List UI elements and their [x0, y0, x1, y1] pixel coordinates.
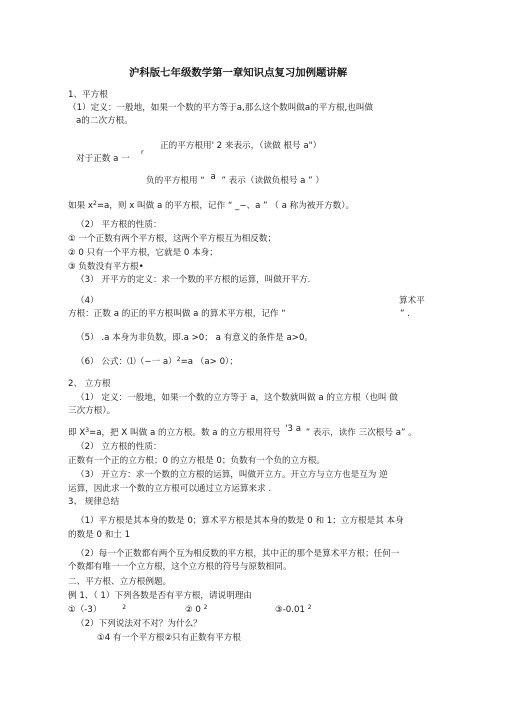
example-line: 例 1、（ 1）下列各数是否有平方根，请说明理由: [68, 591, 252, 601]
superscript: 2: [122, 604, 127, 611]
text-run: （6） 公式：⑴（−一 a）: [76, 357, 177, 367]
superscript: 2: [203, 604, 208, 611]
property-text: 正数有一个正的立方根；0 的立方根是 0；负数有一个负的立方根。: [68, 456, 326, 466]
definition-line: a的二次方根。: [76, 116, 133, 126]
superscript: 2: [93, 200, 97, 207]
text-run: =a，则 x 叫做 a 的平方根，记作 “ _−、a ” （ a 称为被开方数）。: [96, 201, 355, 211]
text-run: ” 表示，读作 三次根号 a” 。: [305, 428, 417, 438]
definition-line: （3） 开平方的定义：求一个数的平方根的运算，叫做开平方.: [76, 275, 311, 285]
item-text: 算术平: [399, 296, 425, 306]
example-question: （2）下列说法对不对？为什么？: [76, 619, 202, 629]
example-statements: ①4 有一个平方根②只有正数有平方根: [97, 633, 241, 643]
negative-root-text: 负的平方根用 “: [146, 176, 205, 186]
summary-line: （2）每一个正数都有两个互为相反数的平方根，其中正的那个是算术平方根；任何一: [76, 549, 400, 559]
section-heading-cube-root: 2、 立方根: [68, 379, 111, 389]
summary-line: 个数都有唯一一个立方根，这个立方根的符号与原数相同。: [68, 562, 292, 572]
superscript: 2: [307, 604, 312, 611]
text-run: ③-0.01: [275, 605, 305, 615]
negative-root-line: [146, 172, 324, 187]
cube-root-symbol: '3 a: [285, 424, 301, 434]
positive-root-line: 正的平方根用' 2 来表示，（读做 根号 a"）: [160, 141, 322, 151]
stray-mark: r: [141, 148, 144, 156]
radicand-symbol: a: [210, 172, 216, 182]
page-title: 沪科版七年级数学第一章知识点复习加例题讲解: [129, 67, 348, 79]
superscript: 2: [176, 356, 181, 363]
list-item: ③ 负数没有平方根•: [68, 262, 144, 272]
definition-line: 三次方根）。: [68, 406, 116, 416]
text-run: ①（-3）: [68, 605, 102, 615]
example-option-a: [68, 605, 126, 616]
definition-line: （1） 定义：一般地，如果一个数的立方等于 a，这个数就叫做 a 的立方根（也叫 做: [76, 393, 398, 403]
example-option-b: [185, 605, 207, 616]
list-item: ② 0 只有一个平方根，它就是 0 本身；: [68, 248, 218, 258]
section-heading-examples: 二、平方根、立方根例题。: [68, 577, 172, 587]
formula-line: [76, 357, 238, 368]
superscript: 3: [85, 427, 90, 434]
notation-line: [68, 424, 417, 439]
for-positive-line: 对于正数 a 一: [76, 154, 130, 164]
summary-line: 的数是 0 和土 1: [68, 530, 131, 540]
list-item: ① 一个正数有两个平方根，这两个平方根互为相反数；: [68, 234, 277, 244]
property-heading: （2） 立方根的性质：: [76, 442, 162, 452]
section-heading-summary: 3、 规律总结: [68, 497, 120, 507]
item-number: （4）: [76, 296, 99, 306]
text-run: =a （a> 0）；: [180, 357, 238, 367]
item-text: （5） .a 本身为非负数，即.a >0； a 有意义的条件是 a>0。: [76, 333, 314, 343]
text-run: 即 X: [68, 428, 86, 438]
definition-line: （1）定义：一般地，如果一个数的平方等于a,那么这个数叫做a的平方根,也叫做: [68, 103, 374, 113]
text-run: 如果 x: [68, 201, 94, 211]
summary-line: （1）平方根是其本身的数是 0；算术平方根是其本身的数是 0 和 1；立方根是其 本身: [76, 516, 404, 526]
section-heading-square-root: 1、平方根: [68, 90, 108, 100]
property-heading: （2） 平方根的性质：: [76, 220, 162, 230]
definition-line: 运算，因此求一个数的立方根可以通过立方运算来求 .: [68, 484, 272, 494]
example-option-c: [275, 605, 312, 616]
definition-line: （3） 开立方：求一个数的立方根的运算，叫做开立方。开立方与立方也是互为 逆: [76, 470, 388, 480]
item-text: ” .: [400, 309, 410, 319]
text-run: ② 0: [185, 605, 201, 615]
if-x-squared-line: [68, 201, 354, 212]
item-text: 方根：正数 a 的正的平方根叫做 a 的算术平方根，记作 “: [68, 309, 286, 319]
text-run: =a，把 X 叫做 a 的立方根。数 a 的立方根用符号: [89, 428, 281, 438]
negative-root-text: ” 表示（读做负根号 a ” ）: [221, 176, 324, 186]
